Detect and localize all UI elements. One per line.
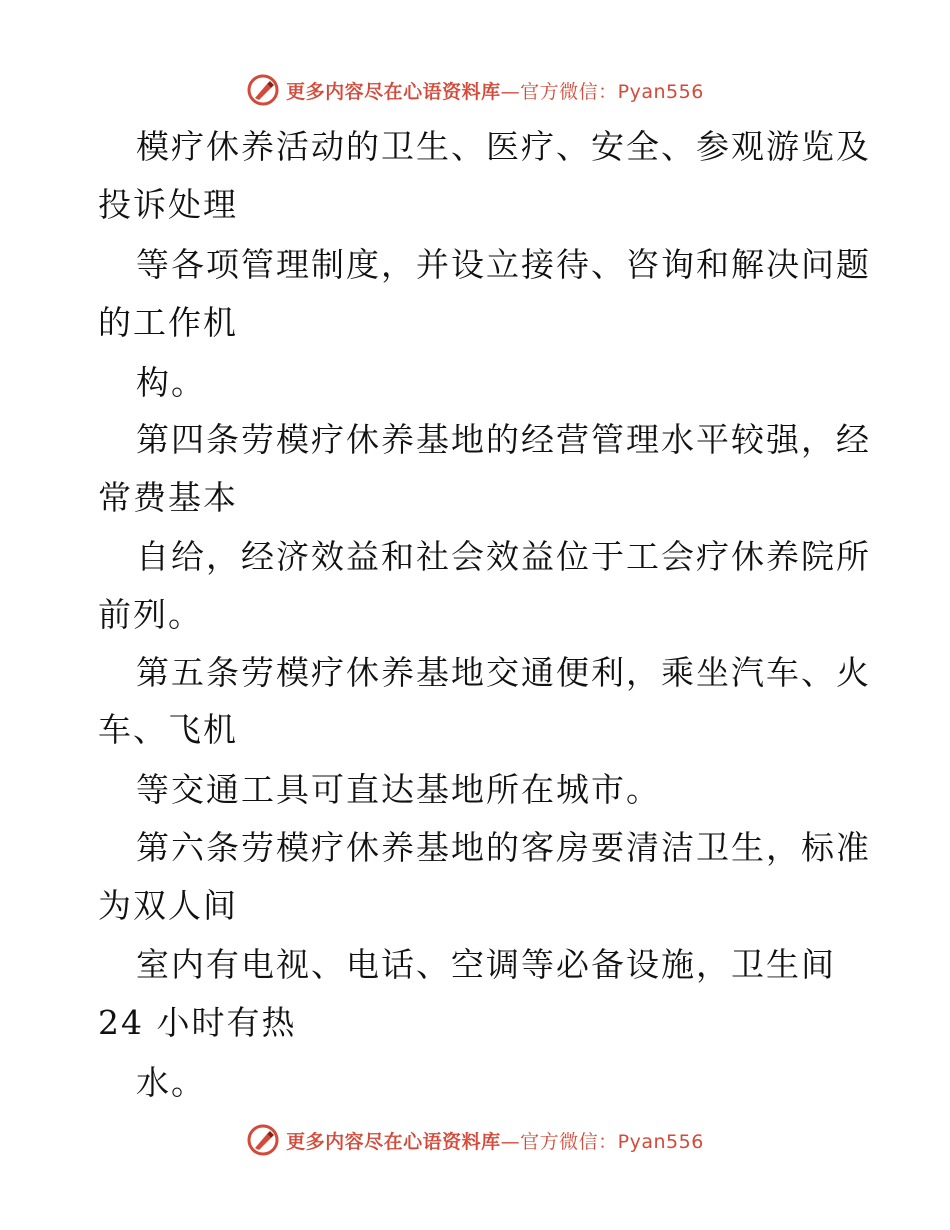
paragraph-line: 模疗休养活动的卫生、医疗、安全、参观游览及 <box>136 127 871 166</box>
footer-banner <box>0 1120 950 1160</box>
paragraph-line: 第六条劳模疗休养基地的客房要清洁卫生，标准 <box>136 828 871 867</box>
paragraph-line: 自给，经济效益和社会效益位于工会疗休养院所 <box>136 537 871 576</box>
paragraph-line: 投诉处理 <box>98 185 238 224</box>
paragraph-line: 车、飞机 <box>98 710 238 749</box>
banner-text <box>286 1127 704 1154</box>
paragraph-line: 构。 <box>136 363 206 402</box>
banner-separator: — <box>500 1130 521 1153</box>
banner-brand: 更多内容尽在心语资料库 <box>286 80 501 103</box>
pen-logo-icon <box>246 1123 280 1157</box>
banner-wechat: 官方微信：Pyan556 <box>520 1130 704 1153</box>
paragraph-line: 24 小时有热 <box>98 1003 297 1042</box>
pen-logo-icon <box>246 73 280 107</box>
paragraph-line: 水。 <box>136 1063 206 1102</box>
paragraph-line: 等各项管理制度，并设立接待、咨询和解决问题 <box>136 245 871 284</box>
paragraph-line: 为双人间 <box>98 886 238 925</box>
paragraph-line: 的工作机 <box>98 303 238 342</box>
header-banner <box>0 70 950 110</box>
paragraph-line: 第五条劳模疗休养基地交通便利，乘坐汽车、火 <box>136 653 871 692</box>
banner-brand: 更多内容尽在心语资料库 <box>286 1130 501 1153</box>
banner-separator: — <box>500 80 521 103</box>
paragraph-line: 前列。 <box>98 595 203 634</box>
paragraph-line: 室内有电视、电话、空调等必备设施，卫生间 <box>136 945 836 984</box>
paragraph-line: 常费基本 <box>98 478 238 517</box>
banner-wechat: 官方微信：Pyan556 <box>520 80 704 103</box>
paragraph-line: 等交通工具可直达基地所在城市。 <box>136 770 661 809</box>
banner-text <box>286 77 704 104</box>
paragraph-line: 第四条劳模疗休养基地的经营管理水平较强，经 <box>136 420 871 459</box>
